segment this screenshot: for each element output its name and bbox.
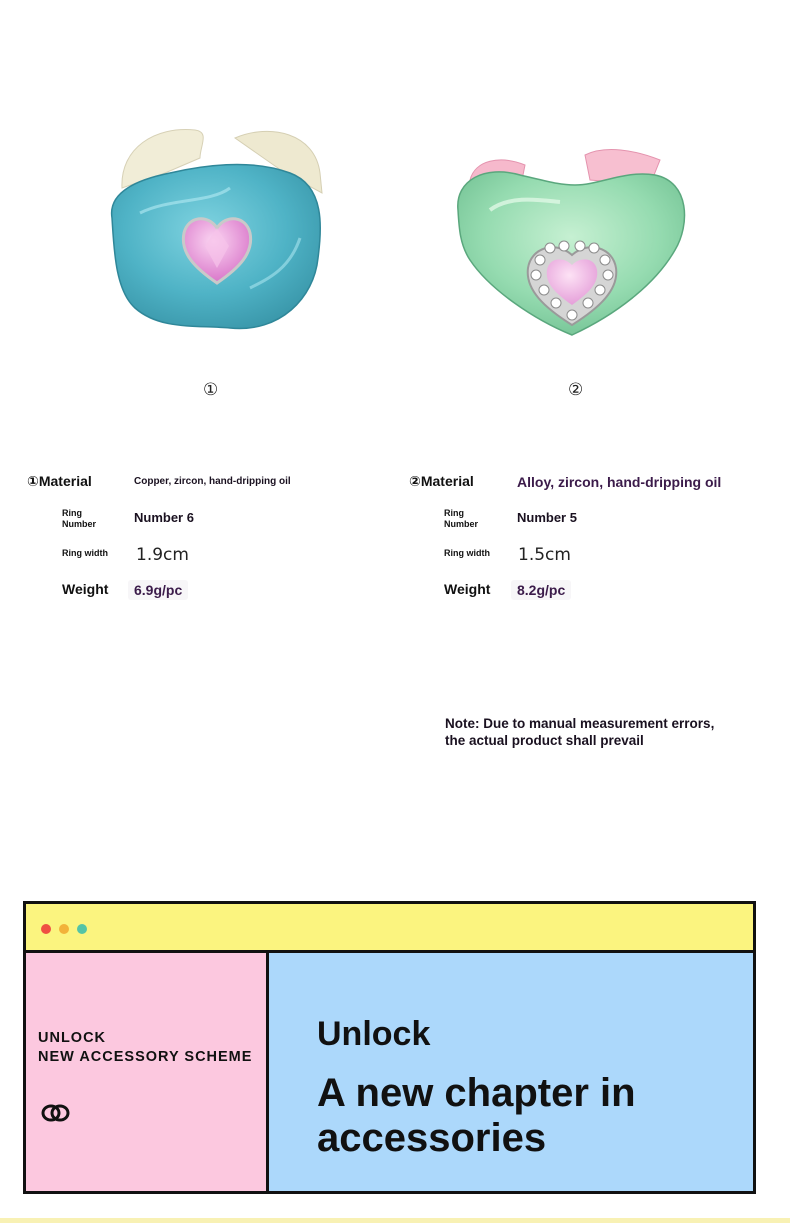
ring-number-value: Number 6 (134, 510, 194, 525)
ring-number-value: Number 5 (517, 510, 577, 525)
ring-number-label-line1: Ring (444, 508, 464, 518)
note-line-1: Note: Due to manual measurement errors, (445, 716, 715, 731)
material-label: ①Material (27, 473, 92, 489)
caption-line-2: NEW ACCESSORY SCHEME (38, 1049, 253, 1065)
ring-width-value: 1.9cm (136, 545, 189, 565)
ring-width-label: Ring width (62, 548, 108, 558)
product-number-1: ① (203, 380, 219, 400)
caption-line-1: UNLOCK (38, 1030, 107, 1046)
ring-blue-icon (100, 118, 335, 348)
material-value: Alloy, zircon, hand-dripping oil (517, 474, 722, 490)
banner-left-panel (26, 953, 269, 1191)
red-dot-icon (41, 924, 51, 934)
rings-icon (40, 1103, 72, 1123)
weight-label: Weight (62, 581, 109, 597)
banner-subtitle (317, 1071, 737, 1161)
material-value: Copper, zircon, hand-dripping oil (134, 476, 291, 487)
ring-green-heart-icon (450, 140, 695, 340)
ring-number-label-line2: Number (62, 519, 97, 529)
weight-label: Weight (444, 581, 491, 597)
measurement-note (445, 715, 765, 749)
product-number-2: ② (568, 380, 584, 400)
promo-banner (23, 901, 756, 1194)
subtitle-line-2: accessories (317, 1116, 547, 1160)
weight-value: 8.2g/pc (511, 580, 571, 600)
ring-number-label-line1: Ring (62, 508, 82, 518)
material-label: ②Material (409, 473, 474, 489)
weight-value: 6.9g/pc (128, 580, 188, 600)
banner-right-panel (269, 953, 753, 1191)
banner-left-caption (38, 1029, 252, 1067)
ring-number-label-line2: Number (444, 519, 479, 529)
banner-title-bar (26, 904, 753, 953)
ring-width-value: 1.5cm (518, 545, 571, 565)
note-line-2: the actual product shall prevail (445, 733, 644, 748)
ring-width-label: Ring width (444, 548, 490, 558)
subtitle-line-1: A new chapter in (317, 1071, 636, 1115)
bottom-strip (0, 1218, 790, 1223)
yellow-dot-icon (59, 924, 69, 934)
green-dot-icon (77, 924, 87, 934)
banner-title: Unlock (317, 1015, 431, 1053)
